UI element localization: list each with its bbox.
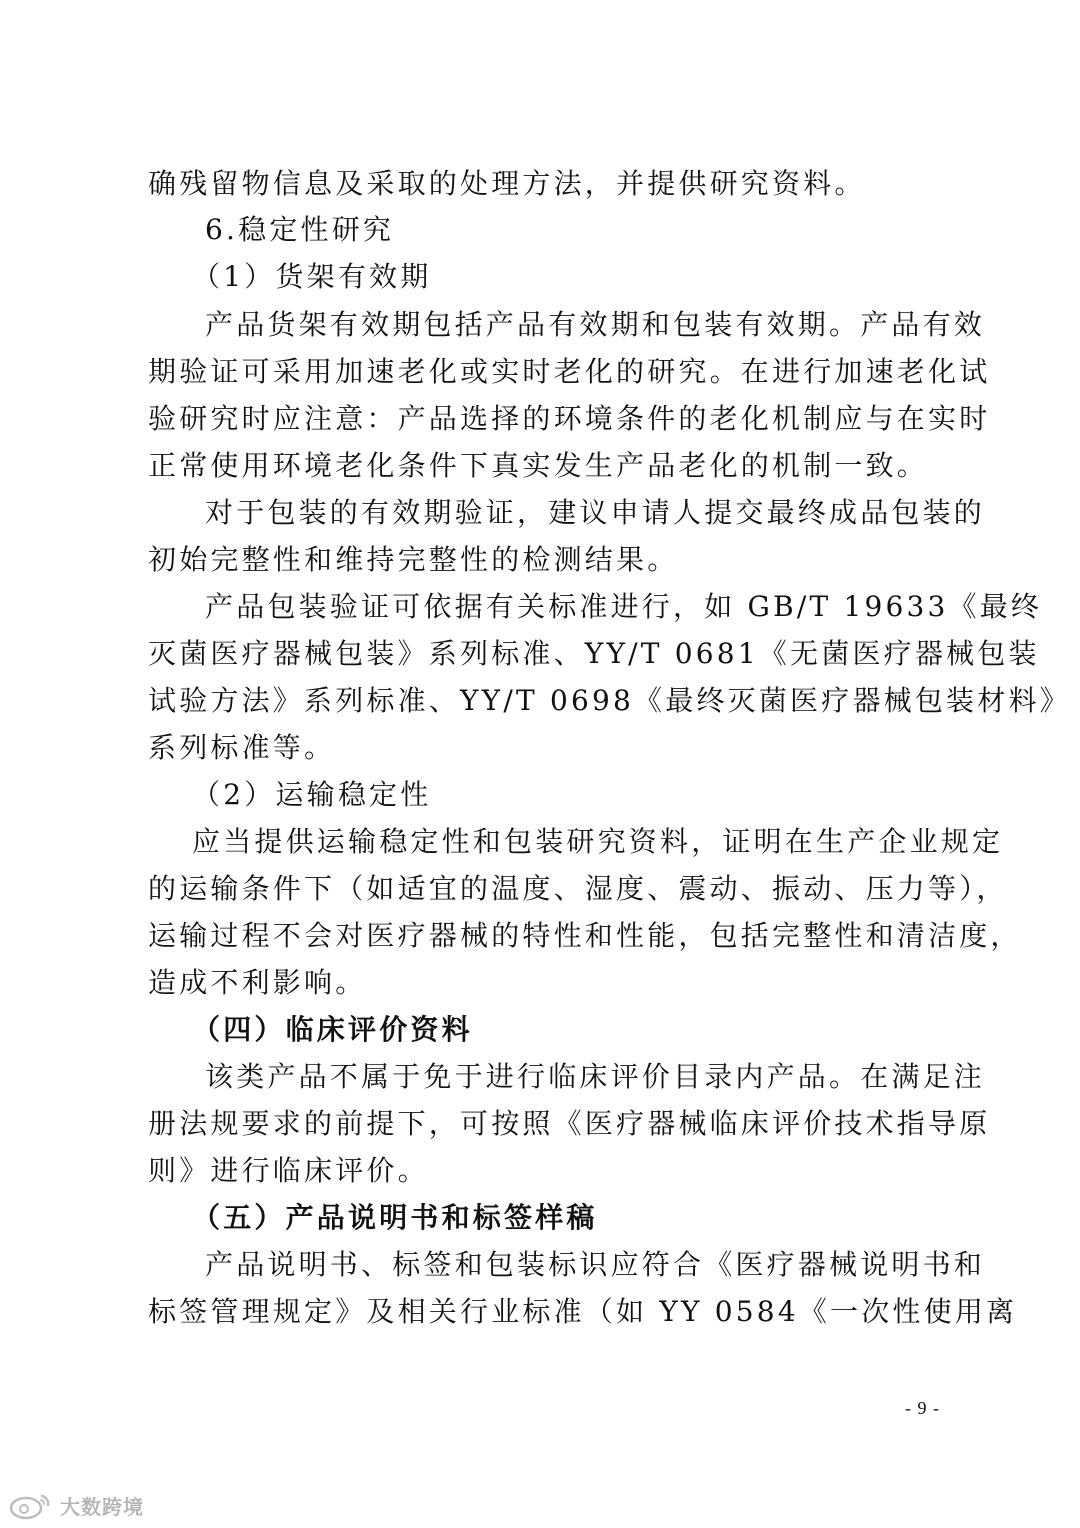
section-heading-stability: 6.稳定性研究: [205, 213, 395, 246]
paragraph-line: 正常使用环境老化条件下真实发生产品老化的机制一致。: [148, 449, 929, 482]
paragraph-line: 运输过程不会对医疗器械的特性和性能，包括完整性和清洁度，: [148, 919, 1022, 952]
paragraph-line: 期验证可采用加速老化或实时老化的研究。在进行加速老化试: [148, 355, 991, 388]
section-heading-clinical: （四）临床评价资料: [192, 1013, 473, 1046]
paragraph-line: 册法规要求的前提下，可按照《医疗器械临床评价技术指导原: [148, 1107, 991, 1140]
paragraph-line: 确残留物信息及采取的处理方法，并提供研究资料。: [148, 167, 866, 200]
paragraph-line: 灭菌医疗器械包装》系列标准、YY/T 0681《无菌医疗器械包装: [148, 637, 1040, 670]
section-heading-labeling: （五）产品说明书和标签样稿: [192, 1201, 598, 1234]
paragraph-line: 产品说明书、标签和包装标识应符合《医疗器械说明书和: [205, 1248, 986, 1281]
watermark-text: 大数跨境: [60, 1494, 144, 1519]
paragraph-line: 标签管理规定》及相关行业标准（如 YY 0584《一次性使用离: [148, 1295, 1018, 1328]
subsection-heading-transport: （2）运输稳定性: [192, 778, 432, 811]
paragraph-line: 产品包装验证可依据有关标准进行，如 GB/T 19633《最终: [205, 590, 1043, 623]
weibo-logo-icon: [8, 1490, 54, 1520]
paragraph-line: 应当提供运输稳定性和包装研究资料，证明在生产企业规定: [192, 825, 1004, 858]
paragraph-line: 系列标准等。: [148, 731, 336, 764]
paragraph-line: 产品货架有效期包括产品有效期和包装有效期。产品有效: [205, 308, 986, 341]
paragraph-line: 验研究时应注意：产品选择的环境条件的老化机制应与在实时: [148, 402, 991, 435]
watermark: [8, 1488, 144, 1522]
paragraph-line: 初始完整性和维持完整性的检测结果。: [148, 543, 679, 576]
page-number: - 9 -: [905, 1398, 940, 1418]
paragraph-line: 该类产品不属于免于进行临床评价目录内产品。在满足注: [205, 1060, 986, 1093]
paragraph-line: 则》进行临床评价。: [148, 1154, 429, 1187]
paragraph-line: 造成不利影响。: [148, 966, 367, 999]
paragraph-line: 试验方法》系列标准、YY/T 0698《最终灭菌医疗器械包装材料》: [148, 684, 1071, 717]
paragraph-line: 对于包装的有效期验证，建议申请人提交最终成品包装的: [205, 496, 986, 529]
subsection-heading-shelf-life: （1）货架有效期: [192, 260, 432, 293]
paragraph-line: 的运输条件下（如适宜的温度、湿度、震动、振动、压力等），: [148, 872, 1008, 905]
